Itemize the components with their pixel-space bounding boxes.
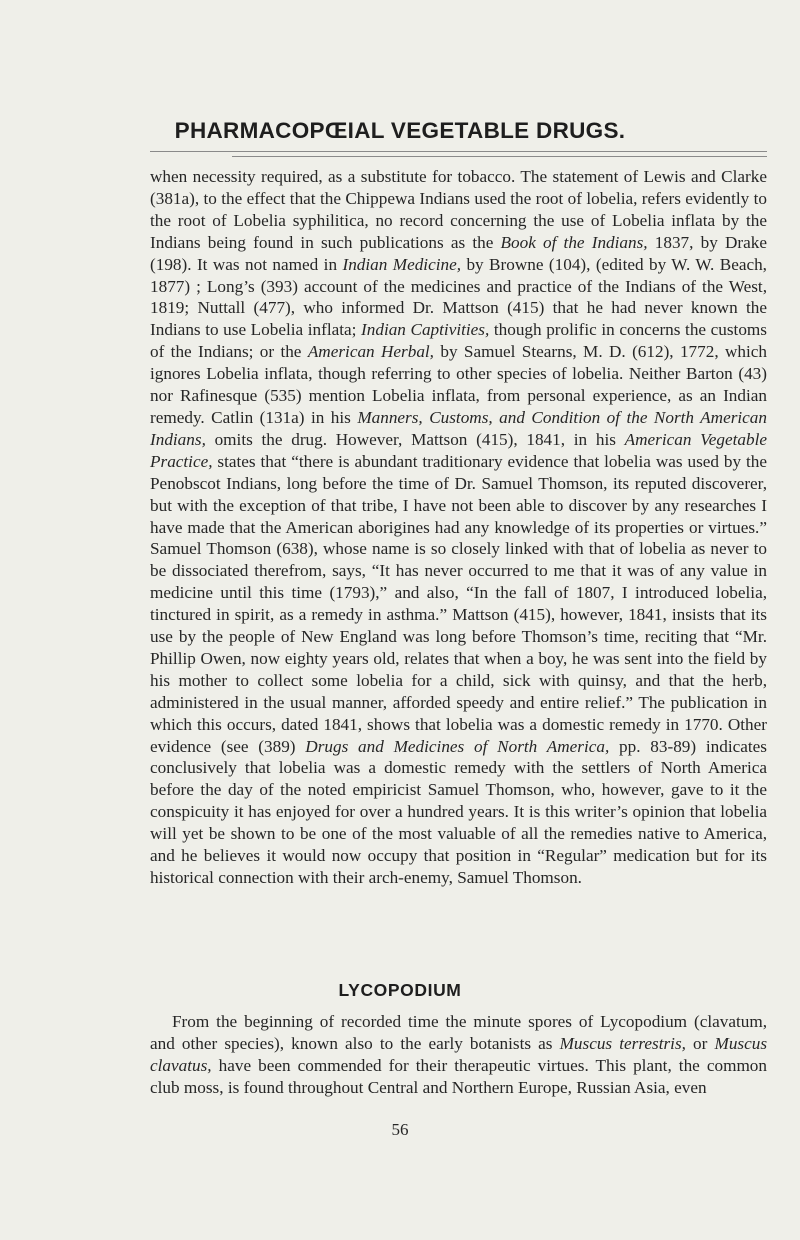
text-run: From the beginning of recorded time the minute spores of Lycopodium (clavatum, and other species), known also to the early botanists as (150, 1012, 767, 1053)
italic-title-run: Muscus terrestris, (559, 1033, 686, 1053)
text-run: though prolific in concerns the customs of the Indians; or the (150, 320, 767, 362)
text-run: states that “there is abundant traditionary evidence that lobelia was used by the Penobscot Indians, long before the time of Dr. Samuel Thomson, its reputed discoverer, but with the exception of that tribe, I have not been able to discover by any researches I have made that the American aborigines had any knowledge of its properties or virtues.” Samuel Thomson (638), whose name is so closely linked with that of lobelia as never to be dissociated therefrom, says, “It has never occurred to me that it was of any value in medicine until this time (1793),” and also, “In the fall of 1807, I introduced lobelia, tinctured in spirit, as a remedy in asthma.” Mattson (415), however, 1841, insists that its use by the people of New England was long before Thomson’s time, reciting that “Mr. Phillip Owen, now eighty years old, relates that when a boy, he was sent into the field by his mother to collect some lobelia for a child, sick with quinsy, and that the herb, administered in the usual manner, afforded speedy and entire relief.” The publication in which this occurs, dated 1841, shows that lobelia was a domestic remedy in 1770. Other evidence (see (389) (150, 451, 767, 756)
running-head: PHARMACOPŒIAL VEGETABLE DRUGS. (174, 118, 626, 143)
italic-title-run: Book of the Indians, (500, 232, 648, 252)
italic-title-run: Muscus clavatus, (150, 1033, 768, 1075)
text-run: pp. 83-89) indicates conclusively that lobelia was a domestic remedy with the settlers of North America before the day of the noted empiricist Samuel Thomson, who, however, gave to it the conspicuity it has enjoyed for over a hundred years. It is this writer’s opinion that lobelia will yet be shown to be one of the most valuable of all the remedies native to America, and he believes it would now occupy that position in “Regular” medication but for its historical connection with their arch-enemy, Samuel Thomson. (150, 736, 767, 887)
italic-title-run: Indian Captivities, (361, 320, 490, 340)
text-run: by Samuel Stearns, M. D. (612), 1772, which ignores Lobelia inflata, though referring to other species of lobelia. Neither Barton (43) nor Rafinesque (535) mention Lobelia inflata, from personal experience, as an Indian remedy. Catlin (131a) in his (150, 342, 767, 427)
text-run: omits the drug. However, Mattson (415), 1841, in his (205, 429, 625, 449)
italic-title-run: American Herbal, (307, 342, 434, 362)
body-paragraph-lobelia (150, 166, 767, 889)
italic-title-run: Drugs and Medicines of North America, (305, 736, 610, 756)
italic-title-run: Manners, Customs, and Condition of the North American Indians, (150, 407, 767, 449)
header-rule-top (150, 151, 767, 152)
header-rule-bottom (232, 156, 767, 157)
text-run: or (685, 1033, 715, 1053)
body-paragraph-lycopodium (150, 1011, 767, 1099)
page-number: 56 (391, 1120, 409, 1139)
text-run: by Browne (104), (edited by W. W. Beach, 1877) ; Long’s (393) account of the medicines and practice of the Indians of the West, 1819; Nuttall (477), who informed Dr. Mattson (415) that he had never known the Indians to use Lobelia inflata; (150, 254, 767, 340)
italic-title-run: American Vegetable Practice, (150, 429, 767, 471)
italic-title-run: Indian Medicine, (342, 254, 462, 274)
text-run: when necessity required, as a substitute for tobacco. The statement of Lewis and Clarke (381a), to the effect that the Chippewa Indians used the root of lobelia, refers evidently to the root of Lobelia syphilitica, no record concerning the use of Lobelia inflata by the Indians being found in such publications as the (150, 167, 767, 252)
text-run: 1837, by Drake (198). It was not named in (150, 232, 767, 274)
text-run: have been commended for their therapeutic virtues. This plant, the common club moss, is found throughout Central and Northern Europe, Russian Asia, even (150, 1055, 767, 1097)
section-heading: LYCOPODIUM (338, 980, 462, 1000)
